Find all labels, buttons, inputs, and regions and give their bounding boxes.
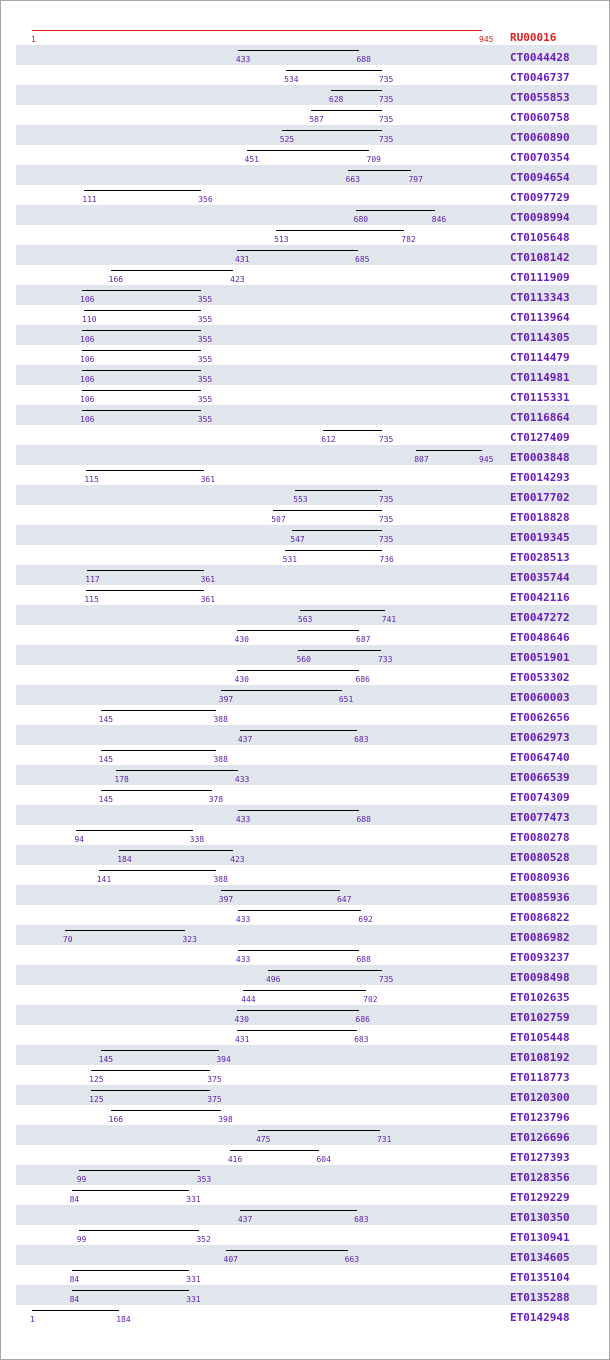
alignment-start: 534 [284, 75, 299, 84]
alignment-end: 735 [378, 975, 394, 984]
alignment-start: 531 [282, 555, 298, 564]
alignment-bar [258, 1130, 380, 1131]
alignment-bar [91, 1070, 210, 1071]
alignment-bar [82, 350, 201, 351]
alignment-bar [298, 650, 380, 651]
alignment-bar [119, 850, 233, 851]
alignment-end: 361 [200, 575, 216, 584]
alignment-end: 846 [431, 215, 447, 224]
sequence-link[interactable]: ET0018828 [510, 511, 570, 524]
sequence-link[interactable]: CT0114305 [510, 331, 570, 344]
alignment-end: 423 [230, 855, 245, 864]
alignment-end: 733 [377, 655, 393, 664]
sequence-link[interactable]: ET0086822 [510, 911, 570, 924]
alignment-bar [331, 90, 382, 91]
reference-link[interactable]: RU00016 [510, 31, 557, 44]
alignment-bar [273, 510, 382, 511]
sequence-link[interactable]: ET0003848 [510, 451, 570, 464]
alignment-bar [240, 730, 357, 731]
reference-start: 1 [31, 35, 36, 44]
alignment-bar [86, 590, 203, 591]
alignment-bar [286, 70, 382, 71]
sequence-link[interactable]: CT0044428 [510, 51, 570, 64]
alignment-bar [243, 990, 366, 991]
sequence-link[interactable]: ET0105448 [510, 1031, 570, 1044]
sequence-link[interactable]: ET0085936 [510, 891, 570, 904]
alignment-start: 560 [296, 655, 311, 664]
alignment-bar [101, 710, 217, 711]
sequence-link[interactable]: ET0134605 [510, 1251, 570, 1264]
alignment-start: 397 [218, 695, 234, 704]
alignment-start: 117 [85, 575, 100, 584]
alignment-end: 709 [366, 155, 381, 164]
alignment-start: 451 [244, 155, 259, 164]
alignment-bar [311, 110, 382, 111]
alignment-end: 361 [200, 475, 216, 484]
alignment-end: 353 [196, 1175, 212, 1184]
alignment-end: 685 [355, 255, 370, 264]
alignment-end: 356 [198, 195, 213, 204]
alignment-end: 688 [356, 955, 371, 964]
sequence-link[interactable]: CT0114981 [510, 371, 570, 384]
alignment-end: 782 [401, 235, 416, 244]
alignment-end: 375 [207, 1075, 222, 1084]
alignment-end: 688 [356, 815, 371, 824]
alignment-start: 587 [309, 115, 324, 124]
alignment-bar [237, 670, 359, 671]
alignment-start: 407 [223, 1255, 238, 1264]
sequence-link[interactable]: ET0077473 [510, 811, 570, 824]
alignment-end: 423 [230, 275, 245, 284]
sequence-link[interactable]: CT0113343 [510, 291, 570, 304]
alignment-end: 388 [213, 715, 228, 724]
alignment-end: 378 [208, 795, 224, 804]
alignment-end: 331 [186, 1195, 201, 1204]
alignment-end: 394 [216, 1055, 231, 1064]
alignment-end: 735 [378, 535, 394, 544]
alignment-start: 433 [235, 955, 251, 964]
reference-bar [32, 30, 482, 31]
alignment-bar [99, 870, 217, 871]
sequence-link[interactable]: ET0064740 [510, 751, 570, 764]
alignment-end: 686 [355, 675, 370, 684]
alignment-start: 496 [265, 975, 281, 984]
alignment-start: 115 [84, 475, 99, 484]
alignment-start: 111 [82, 195, 97, 204]
alignment-start: 612 [321, 435, 336, 444]
alignment-bar [238, 810, 360, 811]
sequence-link[interactable]: ET0035744 [510, 571, 570, 584]
alignment-bar [282, 130, 382, 131]
alignment-end: 388 [213, 875, 228, 884]
alignment-start: 430 [234, 675, 249, 684]
alignment-end: 735 [378, 115, 394, 124]
alignment-end: 651 [338, 695, 354, 704]
sequence-link[interactable]: ET0066539 [510, 771, 570, 784]
alignment-bar [276, 230, 404, 231]
alignment-bar [300, 610, 385, 611]
alignment-start: 525 [279, 135, 295, 144]
sequence-link[interactable]: ET0130941 [510, 1231, 570, 1244]
alignment-end: 687 [356, 635, 371, 644]
alignment-end: 741 [381, 615, 397, 624]
sequence-link[interactable]: ET0118773 [510, 1071, 570, 1084]
alignment-start: 1 [30, 1315, 35, 1324]
alignment-bar [72, 1270, 190, 1271]
alignment-bar [82, 330, 201, 331]
alignment-end: 736 [379, 555, 394, 564]
sequence-link[interactable]: CT0060890 [510, 131, 570, 144]
alignment-bar [285, 550, 383, 551]
alignment-end: 388 [213, 755, 228, 764]
sequence-link[interactable]: ET0123796 [510, 1111, 570, 1124]
sequence-link[interactable]: CT0127409 [510, 431, 570, 444]
alignment-start: 680 [353, 215, 369, 224]
alignment-start: 84 [69, 1195, 80, 1204]
alignment-start: 513 [274, 235, 289, 244]
sequence-link[interactable]: ET0019345 [510, 531, 570, 544]
alignment-bar [82, 290, 201, 291]
alignment-bar [91, 1090, 210, 1091]
alignment-end: 352 [196, 1235, 211, 1244]
sequence-link[interactable]: ET0102635 [510, 991, 570, 1004]
sequence-link[interactable]: ET0120300 [510, 1091, 570, 1104]
alignment-end: 688 [356, 55, 371, 64]
sequence-link[interactable]: ET0080936 [510, 871, 570, 884]
alignment-bar [295, 490, 382, 491]
sequence-link[interactable]: CT0098994 [510, 211, 570, 224]
alignment-start: 178 [114, 775, 129, 784]
alignment-end: 433 [234, 775, 250, 784]
alignment-bar [237, 250, 358, 251]
alignment-bar [221, 690, 342, 691]
sequence-link[interactable]: ET0102759 [510, 1011, 570, 1024]
alignment-start: 84 [69, 1295, 80, 1304]
alignment-bar [76, 830, 192, 831]
alignment-start: 166 [108, 1115, 124, 1124]
alignment-end: 797 [408, 175, 423, 184]
alignment-end: 731 [376, 1135, 392, 1144]
alignment-end: 355 [197, 395, 213, 404]
alignment-start: 70 [62, 935, 73, 944]
alignment-end: 323 [182, 935, 197, 944]
alignment-end: 735 [378, 135, 394, 144]
alignment-bar [323, 430, 382, 431]
alignment-end: 735 [378, 495, 394, 504]
sequence-link[interactable]: ET0127393 [510, 1151, 570, 1164]
alignment-bar [111, 270, 234, 271]
sequence-link[interactable]: ET0042116 [510, 591, 570, 604]
alignment-start: 663 [345, 175, 361, 184]
alignment-end: 355 [197, 295, 213, 304]
alignment-bar [416, 450, 482, 451]
alignment-end: 355 [197, 375, 213, 384]
sequence-link[interactable]: ET0108192 [510, 1051, 570, 1064]
alignment-end: 663 [344, 1255, 360, 1264]
sequence-link[interactable]: CT0108142 [510, 251, 570, 264]
alignment-end: 331 [186, 1295, 201, 1304]
sequence-link[interactable]: ET0135104 [510, 1271, 570, 1284]
alignment-bar [238, 50, 360, 51]
alignment-start: 145 [98, 755, 114, 764]
alignment-end: 945 [479, 455, 494, 464]
alignment-start: 807 [414, 455, 429, 464]
alignment-bar [356, 210, 435, 211]
alignment-start: 397 [218, 895, 234, 904]
alignment-end: 398 [218, 1115, 233, 1124]
alignment-end: 355 [197, 335, 213, 344]
sequence-link[interactable]: CT0094654 [510, 171, 570, 184]
alignment-start: 106 [80, 295, 95, 304]
alignment-end: 355 [197, 355, 213, 364]
alignment-bar [240, 1210, 357, 1211]
alignment-start: 166 [108, 275, 124, 284]
sequence-link[interactable]: CT0115331 [510, 391, 570, 404]
sequence-link[interactable]: ET0130350 [510, 1211, 570, 1224]
sequence-link[interactable]: CT0055853 [510, 91, 570, 104]
alignment-bar [72, 1190, 190, 1191]
alignment-start: 145 [98, 795, 114, 804]
alignment-bar [247, 150, 370, 151]
alignment-start: 431 [234, 1035, 250, 1044]
alignment-end: 683 [354, 735, 369, 744]
alignment-start: 106 [80, 335, 95, 344]
alignment-end: 683 [354, 1215, 369, 1224]
reference-end: 945 [479, 35, 494, 44]
alignment-start: 437 [237, 735, 253, 744]
alignment-start: 141 [96, 875, 112, 884]
alignment-end: 361 [200, 595, 216, 604]
alignment-start: 563 [297, 615, 313, 624]
alignment-bar [101, 750, 217, 751]
sequence-link[interactable]: ET0135288 [510, 1291, 570, 1304]
alignment-end: 375 [207, 1095, 222, 1104]
sequence-link[interactable]: ET0126696 [510, 1131, 570, 1144]
sequence-link[interactable]: ET0060003 [510, 691, 570, 704]
alignment-end: 647 [336, 895, 352, 904]
sequence-link[interactable]: CT0116864 [510, 411, 570, 424]
alignment-start: 444 [241, 995, 256, 1004]
alignment-bar [79, 1170, 200, 1171]
sequence-link[interactable]: ET0080528 [510, 851, 570, 864]
sequence-link[interactable]: ET0062656 [510, 711, 570, 724]
alignment-start: 547 [290, 535, 305, 544]
alignment-start: 106 [80, 375, 95, 384]
alignment-start: 416 [227, 1155, 243, 1164]
alignment-end: 184 [116, 1315, 131, 1324]
alignment-start: 99 [76, 1175, 87, 1184]
alignment-start: 628 [328, 95, 344, 104]
alignment-start: 84 [69, 1275, 80, 1284]
alignment-end: 692 [358, 915, 373, 924]
alignment-end: 686 [355, 1015, 370, 1024]
alignment-bar [82, 370, 201, 371]
sequence-link[interactable]: ET0053302 [510, 671, 570, 684]
alignment-start: 507 [271, 515, 286, 524]
sequence-link[interactable]: CT0113964 [510, 311, 570, 324]
sequence-link[interactable]: CT0111909 [510, 271, 570, 284]
alignment-bar [116, 770, 238, 771]
alignment-end: 735 [378, 75, 394, 84]
sequence-link[interactable]: ET0048646 [510, 631, 570, 644]
alignment-start: 430 [234, 1015, 249, 1024]
alignment-start: 99 [76, 1235, 87, 1244]
alignment-bar [82, 410, 201, 411]
sequence-link[interactable]: CT0105648 [510, 231, 570, 244]
sequence-link[interactable]: ET0014293 [510, 471, 570, 484]
alignment-bar [72, 1290, 190, 1291]
alignment-end: 735 [378, 515, 394, 524]
alignment-bar [32, 1310, 119, 1311]
alignment-start: 553 [293, 495, 308, 504]
alignment-start: 433 [235, 915, 251, 924]
sequence-link[interactable]: ET0128356 [510, 1171, 570, 1184]
sequence-link[interactable]: ET0047272 [510, 611, 570, 624]
alignment-end: 355 [197, 415, 213, 424]
alignment-bar [84, 310, 201, 311]
alignment-bar [82, 390, 201, 391]
sequence-link[interactable]: ET0142948 [510, 1311, 570, 1324]
alignment-bar [237, 1010, 359, 1011]
alignment-end: 355 [197, 315, 213, 324]
alignment-start: 94 [74, 835, 84, 844]
sequence-link[interactable]: CT0070354 [510, 151, 570, 164]
sequence-link[interactable]: ET0017702 [510, 491, 570, 504]
sequence-link[interactable]: ET0086982 [510, 931, 570, 944]
alignment-start: 184 [117, 855, 132, 864]
alignment-end: 702 [363, 995, 378, 1004]
alignment-bar [238, 950, 360, 951]
alignment-bar [87, 570, 203, 571]
alignment-end: 338 [189, 835, 205, 844]
alignment-bar [111, 1110, 222, 1111]
alignment-bar [79, 1230, 200, 1231]
alignment-bar [84, 190, 201, 191]
alignment-start: 125 [89, 1075, 104, 1084]
alignment-bar [238, 910, 361, 911]
alignment-start: 106 [80, 355, 95, 364]
alignment-start: 125 [89, 1095, 104, 1104]
alignment-start: 115 [84, 595, 99, 604]
sequence-link[interactable]: CT0114479 [510, 351, 570, 364]
alignment-end: 735 [378, 95, 394, 104]
sequence-link[interactable]: CT0060758 [510, 111, 570, 124]
alignment-start: 433 [235, 815, 251, 824]
sequence-link[interactable]: ET0080278 [510, 831, 570, 844]
sequence-link[interactable]: ET0129229 [510, 1191, 570, 1204]
alignment-end: 604 [316, 1155, 331, 1164]
sequence-link[interactable]: CT0097729 [510, 191, 570, 204]
alignment-bar [230, 1150, 320, 1151]
alignment-start: 145 [98, 1055, 114, 1064]
alignment-bar [86, 470, 203, 471]
alignment-bar [292, 530, 382, 531]
alignment-bar [221, 890, 340, 891]
alignment-start: 437 [237, 1215, 253, 1224]
alignment-end: 683 [354, 1035, 369, 1044]
alignment-start: 106 [80, 415, 95, 424]
sequence-link[interactable]: ET0074309 [510, 791, 570, 804]
alignment-bar [237, 1030, 357, 1031]
alignment-start: 430 [234, 635, 249, 644]
alignment-start: 475 [255, 1135, 271, 1144]
sequence-link[interactable]: ET0028513 [510, 551, 570, 564]
alignment-bar [348, 170, 412, 171]
alignment-bar [226, 1250, 348, 1251]
alignment-end: 331 [186, 1275, 201, 1284]
alignment-bar [101, 790, 212, 791]
alignment-start: 110 [81, 315, 97, 324]
alignment-bar [65, 930, 186, 931]
alignment-start: 431 [234, 255, 250, 264]
alignment-start: 145 [98, 715, 114, 724]
alignment-start: 106 [80, 395, 95, 404]
sequence-link[interactable]: ET0093237 [510, 951, 570, 964]
alignment-start: 433 [235, 55, 251, 64]
alignment-bar [237, 630, 360, 631]
alignment-end: 735 [378, 435, 394, 444]
sequence-link[interactable]: ET0051901 [510, 651, 570, 664]
sequence-link[interactable]: ET0062973 [510, 731, 570, 744]
sequence-link[interactable]: ET0098498 [510, 971, 570, 984]
sequence-link[interactable]: CT0046737 [510, 71, 570, 84]
alignment-bar [268, 970, 382, 971]
alignment-bar [101, 1050, 220, 1051]
